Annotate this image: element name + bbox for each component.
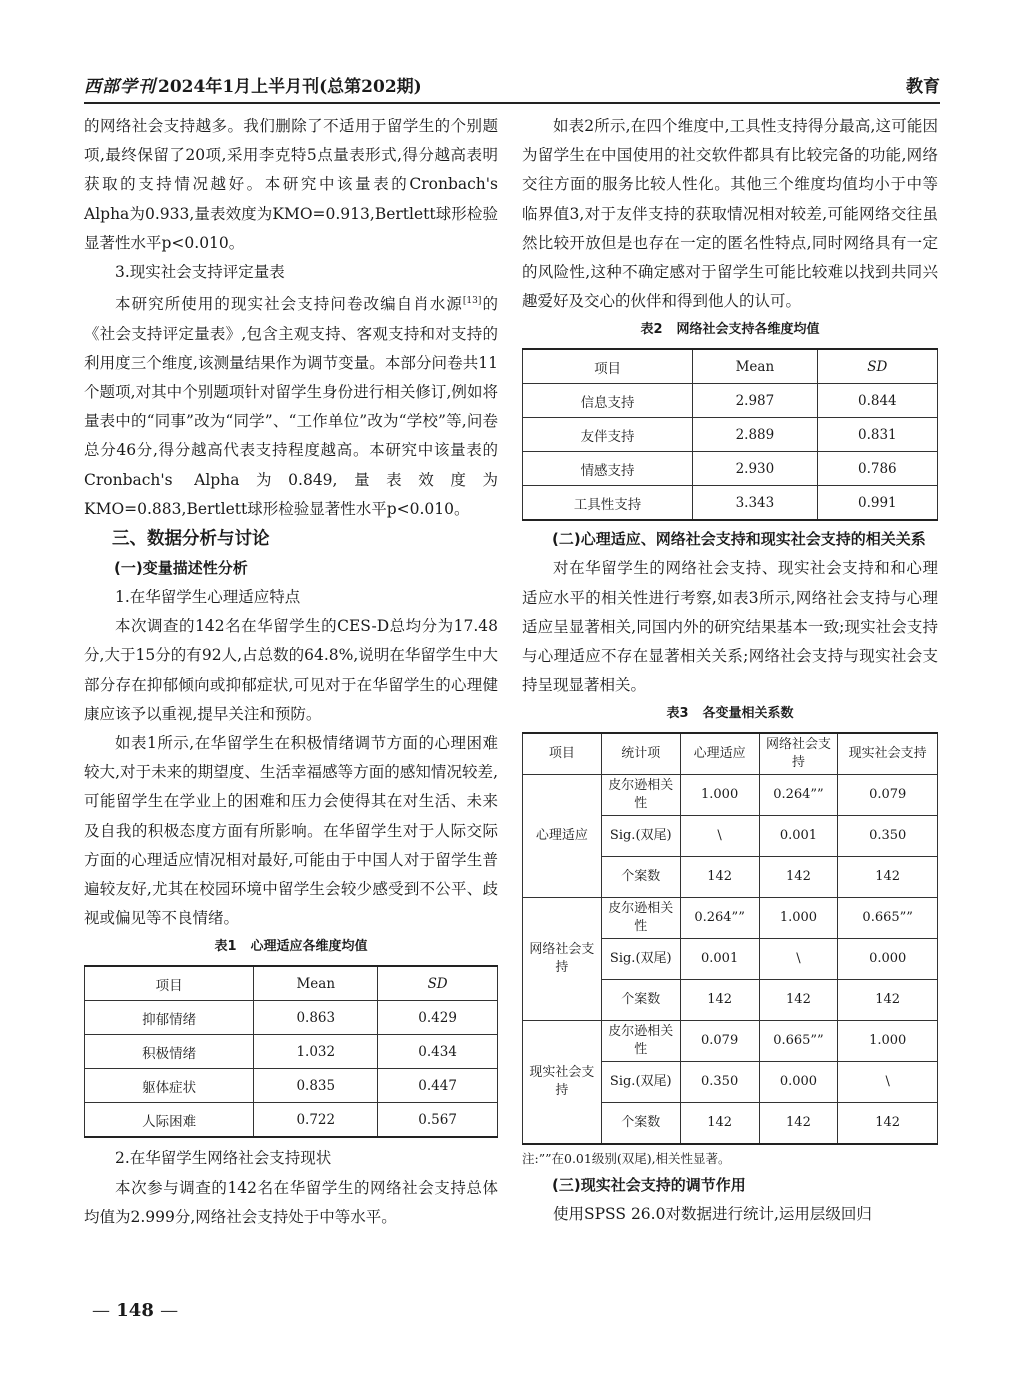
- page-number: 148: [116, 1300, 154, 1321]
- table-cell: 142: [838, 1103, 938, 1145]
- subsection-heading: (三)现实社会支持的调节作用: [552, 1176, 746, 1195]
- table-cell: 情感支持: [523, 452, 693, 486]
- table-cell: 0.831: [817, 418, 937, 452]
- subsection-heading: (二)心理适应、网络社会支持和现实社会支持的相关关系: [552, 530, 926, 549]
- table-cell: 0.844: [817, 384, 937, 418]
- table-cell: 0.000: [759, 1062, 838, 1103]
- header-cell: SD: [378, 966, 498, 1001]
- text-span: 的《社会支持评定量表》,包含主观支持、客观支持和对支持的利用度三个维度,该测量结果作为调节变量。本部分问卷共11个题项,对其中个别题项针对留学生身份进行相关修订,例如将量表中的“同事”改为“同学”、“工作单位”改为“学校”等,问卷总分46分,得分越高代表支持程度越高。本研究中该量表的Cronbach's Alpha为0.849,量表效度为KMO=0.883,Bertlett球形检验显著性水平p<0.010。: [84, 295, 498, 518]
- table-cell: 0.350: [680, 1062, 759, 1103]
- table-cell: 0.447: [378, 1069, 498, 1103]
- table-cell: 皮尔逊相关性: [601, 898, 680, 939]
- header-cell: 现实社会支持: [838, 733, 938, 775]
- table-1: [84, 965, 498, 1138]
- journal-logo: 西部学刊: [84, 77, 156, 97]
- table-row: [523, 1021, 938, 1062]
- table-cell: 积极情绪: [85, 1035, 254, 1069]
- table-cell: 0.434: [378, 1035, 498, 1069]
- table-row: [523, 898, 938, 939]
- table-cell: 个案数: [601, 980, 680, 1021]
- table-cell: 2.889: [693, 418, 818, 452]
- journal-title: [84, 72, 422, 97]
- table-2: [522, 348, 938, 521]
- subsection-heading: (一)变量描述性分析: [114, 559, 248, 577]
- table-cell: 0.991: [817, 486, 937, 521]
- table-row: [523, 775, 938, 816]
- table-cell: 友伴支持: [523, 418, 693, 452]
- table-cell: 0.079: [838, 775, 938, 816]
- paragraph: 本次调查的142名在华留学生的CES-D总均分为17.48分,大于15分的有92人,占总数的64.8%,说明在华留学生中大部分存在抑郁倾向或抑郁症状,可见对于在华留学生的心理健康应该予以重视,提早关注和预防。: [84, 617, 498, 723]
- table-cell: 0.000: [838, 939, 938, 980]
- table-cell: 2.930: [693, 452, 818, 486]
- header-cell: 网络社会支持: [759, 733, 838, 775]
- table-cell: 142: [680, 980, 759, 1021]
- table-cell: 1.000: [759, 898, 838, 939]
- table-number: 表1: [214, 939, 237, 955]
- table-caption: [522, 318, 938, 342]
- page-footer: [92, 1300, 178, 1321]
- table-cell: 0.786: [817, 452, 937, 486]
- table-cell: \: [759, 939, 838, 980]
- table-cell: 人际困难: [85, 1103, 254, 1138]
- table-title: 心理适应各维度均值: [250, 939, 368, 955]
- table-row: [523, 486, 938, 521]
- table-row: [85, 1103, 498, 1138]
- paragraph: 对在华留学生的网络社会支持、现实社会支持和和心理适应水平的相关性进行考察,如表3所示,网络社会支持与心理适应呈显著相关,同国内外的研究结果基本一致;现实社会支持与心理适应不存在显著相关关系;网络社会支持与现实社会支持呈现显著相关。: [522, 559, 938, 695]
- section-heading: 三、数据分析与讨论: [112, 529, 270, 549]
- citation-ref: [13]: [462, 296, 482, 307]
- subheading: 3.现实社会支持评定量表: [115, 263, 285, 282]
- table-cell: 皮尔逊相关性: [601, 775, 680, 816]
- table-cell: 皮尔逊相关性: [601, 1021, 680, 1062]
- table-cell: 0.722: [254, 1103, 378, 1138]
- header-cell: 项目: [85, 966, 254, 1001]
- table-cell: Sig.(双尾): [601, 939, 680, 980]
- footer-dash: —: [92, 1300, 110, 1321]
- table-cell: 0.264””: [759, 775, 838, 816]
- header-cell: 项目: [523, 349, 693, 384]
- table-header-row: [523, 733, 938, 775]
- table-cell: 躯体症状: [85, 1069, 254, 1103]
- group-label: 网络社会支持: [523, 898, 602, 1021]
- group-label: 现实社会支持: [523, 1021, 602, 1145]
- paragraph: [84, 287, 498, 524]
- header-cell: 统计项: [601, 733, 680, 775]
- table-cell: \: [838, 1062, 938, 1103]
- table-cell: 1.000: [680, 775, 759, 816]
- journal-issue: 2024年1月上半月刊(总第202期): [158, 77, 422, 97]
- table-cell: 142: [680, 857, 759, 898]
- table-cell: 3.343: [693, 486, 818, 521]
- table-row: [523, 384, 938, 418]
- table-cell: 0.665””: [838, 898, 938, 939]
- table-row: [85, 1001, 498, 1035]
- table-cell: 0.863: [254, 1001, 378, 1035]
- paragraph: 使用SPSS 26.0对数据进行统计,运用层级回归: [553, 1205, 872, 1224]
- table-header-row: [523, 349, 938, 384]
- table-title: 各变量相关系数: [702, 706, 794, 722]
- group-label: 心理适应: [523, 775, 602, 898]
- subheading: 1.在华留学生心理适应特点: [115, 588, 301, 606]
- page-header: [84, 70, 940, 104]
- table-cell: 0.264””: [680, 898, 759, 939]
- table-number: 表2: [640, 322, 663, 338]
- table-row: [85, 1035, 498, 1069]
- table-cell: 142: [759, 980, 838, 1021]
- table-cell: 142: [759, 857, 838, 898]
- table-note: 注:””在0.01级别(双尾),相关性显著。: [522, 1151, 731, 1167]
- paragraph: 如表1所示,在华留学生在积极情绪调节方面的心理困难较大,对于未来的期望度、生活幸福感等方面的感知情况较差,可能留学生在学业上的困难和压力会使得其在对生活、未来及自我的积极态度方面有所影响。在华留学生对于人际交际方面的心理适应情况相对最好,可能由于中国人对于留学生普遍较友好,尤其在校园环境中留学生会较少感受到不公平、歧视或偏见等不良情绪。: [84, 734, 498, 928]
- table-cell: 0.350: [838, 816, 938, 857]
- table-cell: 工具性支持: [523, 486, 693, 521]
- table-row: [523, 452, 938, 486]
- table-cell: 抑郁情绪: [85, 1001, 254, 1035]
- table-cell: 个案数: [601, 857, 680, 898]
- table-cell: 142: [680, 1103, 759, 1145]
- table-title: 网络社会支持各维度均值: [676, 322, 820, 338]
- header-cell: Mean: [254, 966, 378, 1001]
- table-cell: 个案数: [601, 1103, 680, 1145]
- table-3: [522, 732, 938, 1145]
- table-cell: 1.000: [838, 1021, 938, 1062]
- table-cell: 0.079: [680, 1021, 759, 1062]
- header-cell: SD: [817, 349, 937, 384]
- right-column: [522, 112, 938, 1230]
- table-cell: 142: [838, 857, 938, 898]
- header-cell: 项目: [523, 733, 602, 775]
- table-cell: 信息支持: [523, 384, 693, 418]
- table-header-row: [85, 966, 498, 1001]
- table-caption: [522, 702, 938, 726]
- table-cell: 142: [838, 980, 938, 1021]
- header-cell: Mean: [693, 349, 818, 384]
- table-row: [523, 418, 938, 452]
- table-cell: 2.987: [693, 384, 818, 418]
- table-number: 表3: [666, 706, 689, 722]
- section-name: 教育: [906, 77, 940, 97]
- table-cell: Sig.(双尾): [601, 816, 680, 857]
- paragraph: 的网络社会支持越多。我们删除了不适用于留学生的个别题项,最终保留了20项,采用李克特5点量表形式,得分越高表明获取的支持情况越好。本研究中该量表的Cronbach's Alpha为0.933,量表效度为KMO=0.913,Bertlett球形检验显著性水平p<0.010。: [84, 117, 498, 252]
- subheading: 2.在华留学生网络社会支持现状: [115, 1149, 332, 1168]
- paragraph: 如表2所示,在四个维度中,工具性支持得分最高,这可能因为留学生在中国使用的社交软件都具有比较完备的功能,网络交往方面的服务比较人性化。其他三个维度均值均小于中等临界值3,对于友伴支持的获取情况相对较差,可能网络交往虽然比较开放但是也存在一定的匿名性特点,同时网络具有一定的风险性,这种不确定感对于留学生可能比较难以找到共同兴趣爱好及交心的伙伴和得到他人的认可。: [522, 117, 938, 311]
- table-row: [85, 1069, 498, 1103]
- table-cell: 0.665””: [759, 1021, 838, 1062]
- table-cell: 0.567: [378, 1103, 498, 1138]
- footer-dash: —: [160, 1300, 179, 1321]
- paragraph: 本次参与调查的142名在华留学生的网络社会支持总体均值为2.999分,网络社会支持处于中等水平。: [84, 1178, 498, 1226]
- table-cell: \: [680, 816, 759, 857]
- table-cell: 142: [759, 1103, 838, 1145]
- left-column: [84, 112, 498, 1232]
- table-cell: 0.429: [378, 1001, 498, 1035]
- table-cell: 0.001: [680, 939, 759, 980]
- table-cell: 1.032: [254, 1035, 378, 1069]
- header-cell: 心理适应: [680, 733, 759, 775]
- table-cell: 0.835: [254, 1069, 378, 1103]
- text-span: 本研究所使用的现实社会支持问卷改编自肖水源: [115, 295, 463, 314]
- table-cell: 0.001: [759, 816, 838, 857]
- table-cell: Sig.(双尾): [601, 1062, 680, 1103]
- table-caption: [84, 935, 498, 959]
